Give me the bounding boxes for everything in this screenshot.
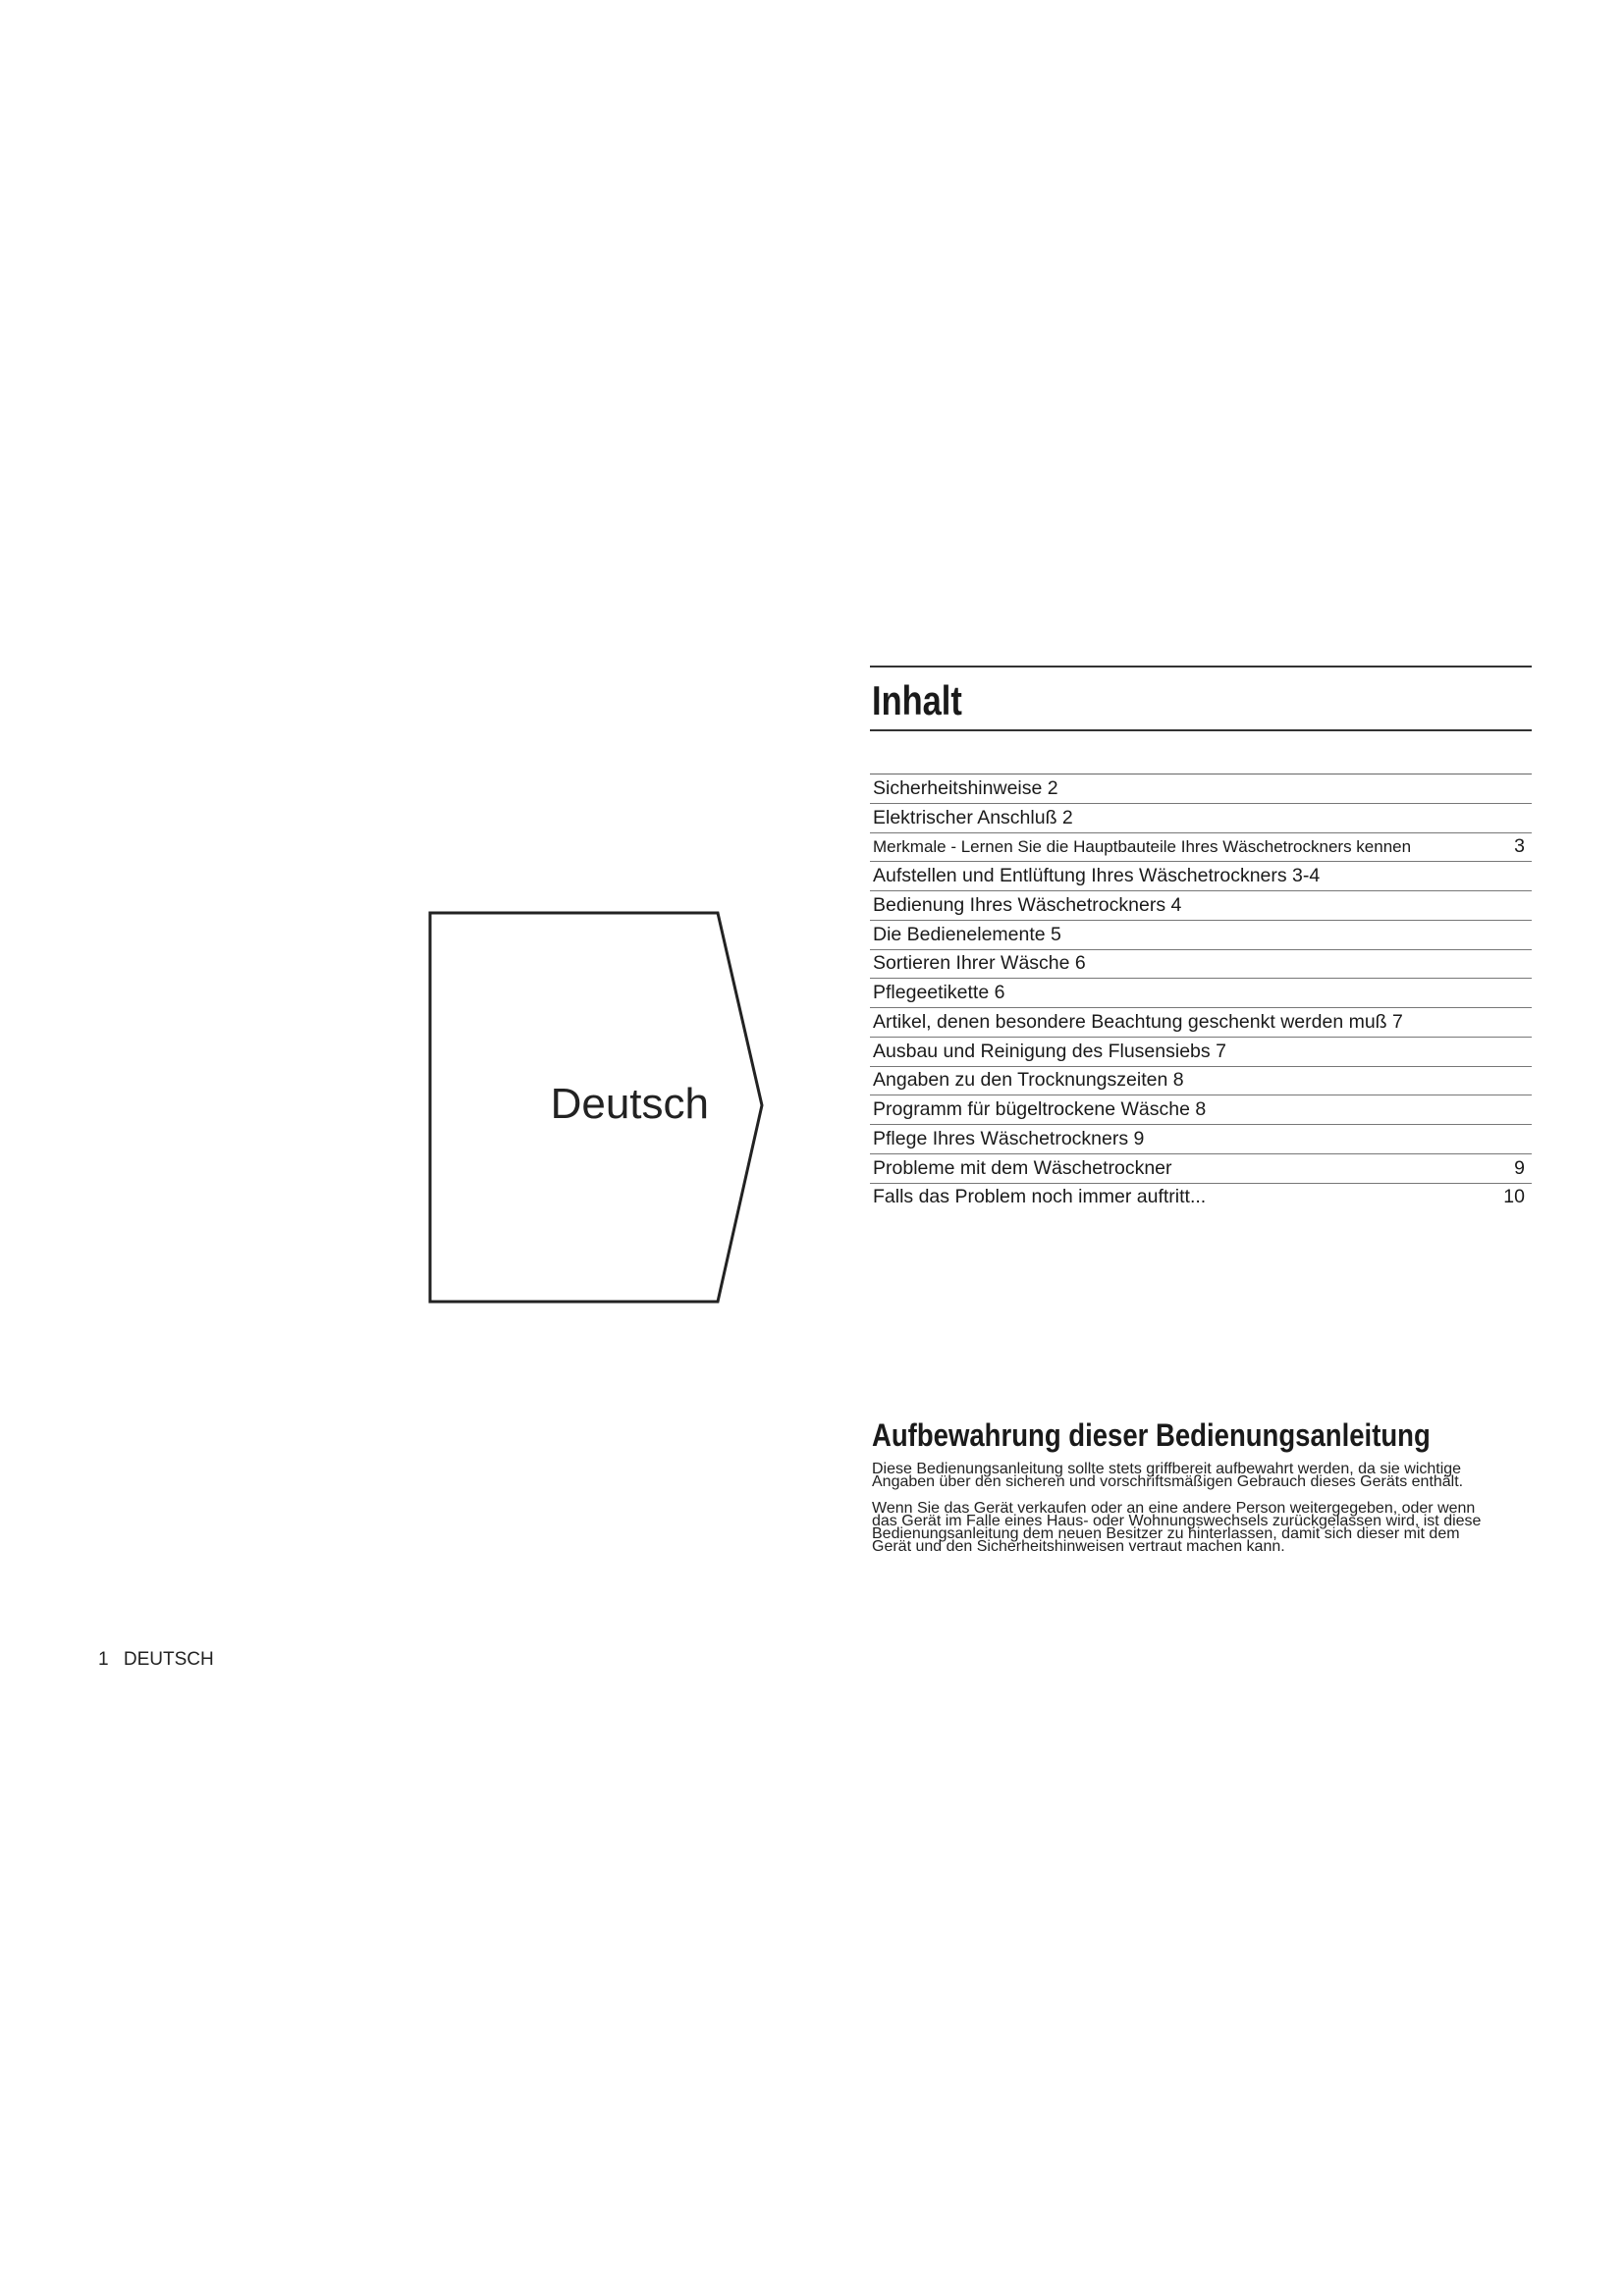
- toc-item: [870, 1008, 1532, 1038]
- toc-item: [870, 862, 1532, 891]
- toc-item-label: Ausbau und Reinigung des Flusensiebs 7: [873, 1040, 1226, 1062]
- language-tab-label: Deutsch: [550, 1080, 709, 1128]
- toc-item-label: Pflegeetikette 6: [873, 982, 1005, 1004]
- toc-item-label: Die Bedienelemente 5: [873, 923, 1061, 945]
- storage-paragraph-line: Wenn Sie das Gerät verkaufen oder an eine andere Person weitergegeben, oder wenn: [872, 1500, 1476, 1517]
- toc-item: [870, 1154, 1532, 1184]
- storage-paragraph: [872, 1502, 1540, 1553]
- toc-item: [870, 1095, 1532, 1125]
- toc-item: [870, 1125, 1532, 1154]
- toc-item-label: Elektrischer Anschluß 2: [873, 806, 1073, 828]
- storage-paragraph-line: Diese Bedienungsanleitung sollte stets griffbereit aufbewahrt werden, da sie wichtige: [872, 1461, 1462, 1477]
- footer-label: DEUTSCH: [123, 1649, 214, 1670]
- storage-paragraph-line: Bedienungsanleitung dem neuen Besitzer zu hinterlassen, damit sich dieser mit dem: [872, 1525, 1460, 1542]
- table-of-contents: [870, 666, 1532, 1211]
- language-tab: [428, 911, 764, 1304]
- toc-item-page: 3: [1514, 835, 1525, 858]
- toc-item: [870, 891, 1532, 921]
- toc-item-page: 9: [1514, 1156, 1525, 1179]
- page-number: 1: [98, 1649, 109, 1670]
- storage-paragraph: [872, 1463, 1540, 1488]
- toc-item-label: Probleme mit dem Wäschetrockner: [873, 1156, 1172, 1179]
- toc-item-label: Falls das Problem noch immer auftritt...: [873, 1186, 1207, 1208]
- storage-heading: Aufbewahrung dieser Bedienungsanleitung: [872, 1417, 1431, 1453]
- page-footer: [98, 1649, 214, 1671]
- toc-item: [870, 1067, 1532, 1096]
- toc-item-label: Programm für bügeltrockene Wäsche 8: [873, 1098, 1207, 1121]
- storage-section: [872, 1415, 1540, 1567]
- toc-item: [870, 1038, 1532, 1067]
- toc-item-label: Bedienung Ihres Wäschetrockners 4: [873, 893, 1182, 916]
- toc-item-label: Pflege Ihres Wäschetrockners 9: [873, 1127, 1145, 1149]
- toc-item-label: Angaben zu den Trocknungszeiten 8: [873, 1069, 1184, 1092]
- toc-item-label: Sicherheitshinweise 2: [873, 776, 1058, 799]
- toc-item: [870, 833, 1532, 863]
- toc-item: [870, 979, 1532, 1008]
- toc-item-label: Artikel, denen besondere Beachtung geschenkt werden muß 7: [873, 1010, 1403, 1033]
- storage-paragraph-line: das Gerät im Falle eines Haus- oder Wohnungswechsels zurückgelassen wird, ist diese: [872, 1513, 1482, 1529]
- toc-item-label: Aufstellen und Entlüftung Ihres Wäschetrockners 3-4: [873, 865, 1321, 887]
- toc-item: [870, 774, 1532, 804]
- toc-list: [870, 774, 1532, 1211]
- toc-item: [870, 804, 1532, 833]
- storage-paragraph-line: Angaben über den sicheren und vorschriftsmäßigen Gebrauch dieses Geräts enthält.: [872, 1473, 1464, 1490]
- toc-item-label: Merkmale - Lernen Sie die Hauptbauteile Ihres Wäschetrockners kennen: [873, 836, 1412, 856]
- toc-item: [870, 950, 1532, 980]
- toc-item-page: 10: [1503, 1186, 1525, 1208]
- toc-item: [870, 921, 1532, 950]
- toc-item: [870, 1184, 1532, 1212]
- storage-paragraph-line: Gerät und den Sicherheitshinweisen vertraut machen kann.: [872, 1538, 1285, 1555]
- toc-item-label: Sortieren Ihrer Wäsche 6: [873, 952, 1086, 975]
- toc-top-rule: [870, 666, 1532, 667]
- toc-title: Inhalt: [872, 677, 962, 723]
